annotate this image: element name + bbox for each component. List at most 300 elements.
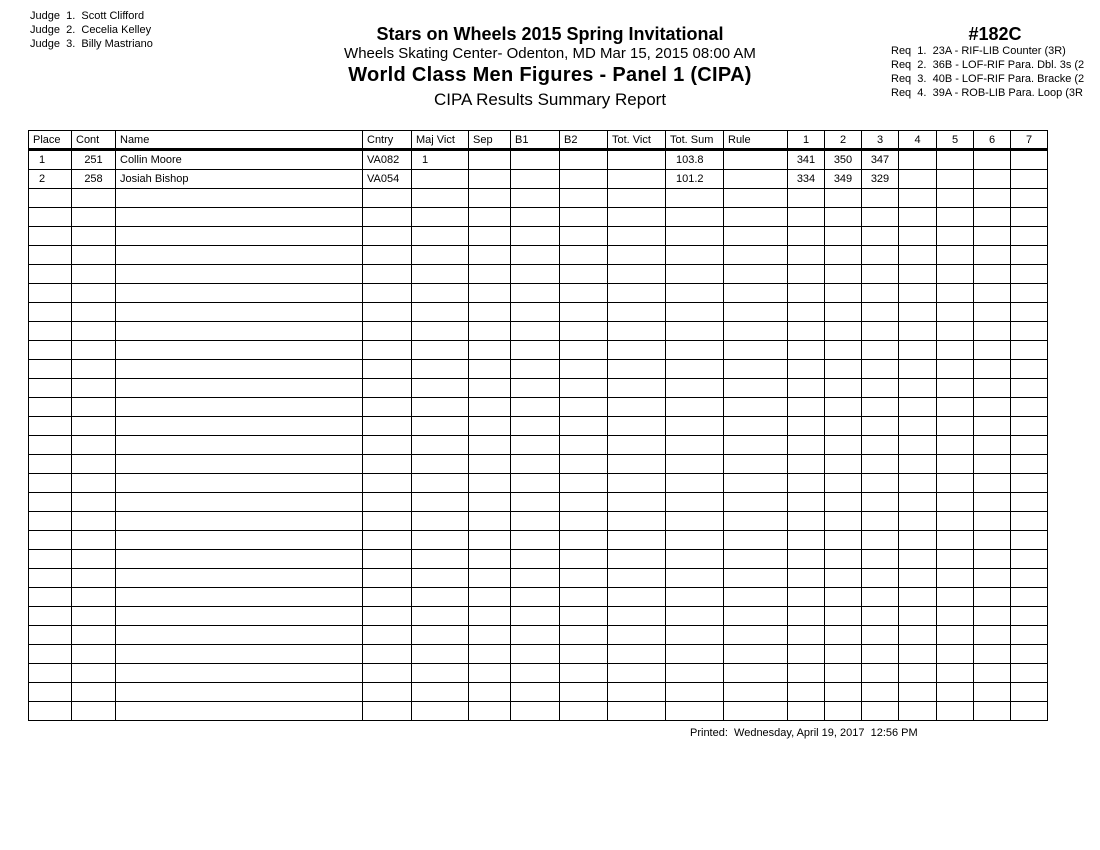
cell-empty xyxy=(1011,493,1048,512)
cell-empty xyxy=(974,436,1011,455)
cell-empty xyxy=(666,265,724,284)
cell-empty xyxy=(560,455,608,474)
cell-empty xyxy=(608,569,666,588)
cell-empty xyxy=(608,398,666,417)
cell-empty xyxy=(666,702,724,721)
cell-empty xyxy=(29,379,72,398)
cell-empty xyxy=(1011,322,1048,341)
cell-empty xyxy=(469,227,511,246)
cell-empty xyxy=(29,417,72,436)
table-row-empty xyxy=(29,702,1048,721)
cell-empty xyxy=(363,626,412,645)
cell-empty xyxy=(608,455,666,474)
report-title: CIPA Results Summary Report xyxy=(433,90,667,109)
col-judge-4: 4 xyxy=(899,131,937,150)
cell-empty xyxy=(72,474,116,493)
cell-empty xyxy=(363,550,412,569)
cell-empty xyxy=(560,360,608,379)
cell-empty xyxy=(825,284,862,303)
cell-empty xyxy=(899,208,937,227)
cell-empty xyxy=(608,417,666,436)
cell-empty xyxy=(469,455,511,474)
col-rule: Rule xyxy=(724,131,788,150)
cell-empty xyxy=(29,683,72,702)
col-tot-sum: Tot. Sum xyxy=(666,131,724,150)
cell-empty xyxy=(974,417,1011,436)
cell-empty xyxy=(788,607,825,626)
cell-empty xyxy=(825,265,862,284)
cell-empty xyxy=(412,360,469,379)
cell-empty xyxy=(511,341,560,360)
cell-empty xyxy=(666,531,724,550)
cell-empty xyxy=(666,569,724,588)
cell-empty xyxy=(363,189,412,208)
cell-empty xyxy=(511,607,560,626)
cell-empty xyxy=(511,569,560,588)
cell-empty xyxy=(363,645,412,664)
cell-empty xyxy=(974,189,1011,208)
cell-empty xyxy=(412,645,469,664)
cell-empty xyxy=(788,341,825,360)
cell-empty xyxy=(116,531,363,550)
cell-empty xyxy=(862,379,899,398)
cell-empty xyxy=(862,246,899,265)
cell-empty xyxy=(1011,588,1048,607)
cell-empty xyxy=(511,493,560,512)
cell-empty xyxy=(788,645,825,664)
col-sep: Sep xyxy=(469,131,511,150)
cell-empty xyxy=(469,550,511,569)
cell-empty xyxy=(862,265,899,284)
cell-empty xyxy=(974,493,1011,512)
cell-empty xyxy=(724,455,788,474)
cell-rule xyxy=(724,150,788,170)
cell-empty xyxy=(788,227,825,246)
cell-empty xyxy=(72,455,116,474)
cell-empty xyxy=(469,341,511,360)
cell-empty xyxy=(511,702,560,721)
cell-empty xyxy=(899,683,937,702)
cell-empty xyxy=(788,683,825,702)
cell-empty xyxy=(724,436,788,455)
cell-empty xyxy=(560,417,608,436)
cell-empty xyxy=(412,379,469,398)
cell-empty xyxy=(862,512,899,531)
cell-empty xyxy=(862,322,899,341)
cell-empty xyxy=(116,493,363,512)
cell-empty xyxy=(29,702,72,721)
cell-empty xyxy=(363,474,412,493)
cell-empty xyxy=(116,512,363,531)
cell-empty xyxy=(29,284,72,303)
cell-empty xyxy=(363,322,412,341)
cell-empty xyxy=(511,588,560,607)
cell-empty xyxy=(825,322,862,341)
cell-empty xyxy=(1011,474,1048,493)
cell-empty xyxy=(788,455,825,474)
cell-empty xyxy=(937,645,974,664)
cell-empty xyxy=(899,284,937,303)
cell-empty xyxy=(899,455,937,474)
col-judge-1: 1 xyxy=(788,131,825,150)
cell-empty xyxy=(412,550,469,569)
cell-empty xyxy=(469,322,511,341)
cell-empty xyxy=(937,398,974,417)
cell-empty xyxy=(788,189,825,208)
cell-empty xyxy=(608,588,666,607)
cell-empty xyxy=(862,189,899,208)
table-row-empty xyxy=(29,379,1048,398)
cell-judge-6 xyxy=(974,150,1011,170)
cell-empty xyxy=(862,474,899,493)
cell-empty xyxy=(72,341,116,360)
cell-empty xyxy=(608,683,666,702)
cell-judge-5 xyxy=(937,150,974,170)
cell-empty xyxy=(412,265,469,284)
cell-empty xyxy=(469,626,511,645)
cell-empty xyxy=(72,436,116,455)
cell-empty xyxy=(511,322,560,341)
cell-empty xyxy=(363,531,412,550)
cell-empty xyxy=(363,512,412,531)
cell-empty xyxy=(511,227,560,246)
cell-empty xyxy=(363,265,412,284)
cell-empty xyxy=(899,436,937,455)
cell-empty xyxy=(724,227,788,246)
cell-empty xyxy=(29,398,72,417)
cell-empty xyxy=(825,417,862,436)
col-judge-2: 2 xyxy=(825,131,862,150)
table-row-empty xyxy=(29,341,1048,360)
requirement-2: Req 2. 36B - LOF-RIF Para. Dbl. 3s (2 xyxy=(891,59,1085,71)
cell-empty xyxy=(899,588,937,607)
cell-empty xyxy=(511,455,560,474)
cell-empty xyxy=(363,417,412,436)
cell-empty xyxy=(724,550,788,569)
cell-empty xyxy=(560,246,608,265)
cell-empty xyxy=(363,341,412,360)
cell-judge-1: 334 xyxy=(788,170,825,189)
cell-empty xyxy=(608,246,666,265)
cell-empty xyxy=(29,626,72,645)
cell-empty xyxy=(937,702,974,721)
cell-empty xyxy=(29,588,72,607)
cell-empty xyxy=(825,341,862,360)
cell-empty xyxy=(29,531,72,550)
table-row-empty xyxy=(29,607,1048,626)
cell-empty xyxy=(724,208,788,227)
cell-empty xyxy=(937,189,974,208)
cell-empty xyxy=(29,246,72,265)
cell-empty xyxy=(937,474,974,493)
cell-empty xyxy=(608,664,666,683)
cell-empty xyxy=(899,569,937,588)
cell-empty xyxy=(724,493,788,512)
table-row-empty xyxy=(29,531,1048,550)
cell-empty xyxy=(560,303,608,322)
cell-empty xyxy=(608,474,666,493)
cell-empty xyxy=(862,683,899,702)
cell-empty xyxy=(724,645,788,664)
cell-empty xyxy=(511,664,560,683)
cell-empty xyxy=(560,702,608,721)
cell-empty xyxy=(788,246,825,265)
cell-empty xyxy=(788,702,825,721)
cell-empty xyxy=(608,702,666,721)
cell-empty xyxy=(666,379,724,398)
cell-empty xyxy=(666,227,724,246)
cell-judge-7 xyxy=(1011,170,1048,189)
cell-empty xyxy=(1011,246,1048,265)
cell-judge-1: 341 xyxy=(788,150,825,170)
cell-empty xyxy=(666,341,724,360)
cell-empty xyxy=(899,417,937,436)
cell-empty xyxy=(72,550,116,569)
cell-empty xyxy=(788,531,825,550)
cell-empty xyxy=(899,531,937,550)
cell-empty xyxy=(1011,417,1048,436)
cell-b1 xyxy=(511,150,560,170)
cell-empty xyxy=(937,493,974,512)
cell-empty xyxy=(825,398,862,417)
cell-empty xyxy=(363,227,412,246)
cell-empty xyxy=(862,417,899,436)
cell-empty xyxy=(788,588,825,607)
col-cont: Cont xyxy=(72,131,116,150)
cell-empty xyxy=(412,417,469,436)
cell-empty xyxy=(724,284,788,303)
cell-name: Collin Moore xyxy=(116,150,363,170)
cell-empty xyxy=(412,303,469,322)
cell-empty xyxy=(469,265,511,284)
cell-empty xyxy=(511,189,560,208)
cell-tot-sum: 101.2 xyxy=(666,170,724,189)
cell-empty xyxy=(937,607,974,626)
cell-empty xyxy=(72,645,116,664)
cell-empty xyxy=(116,303,363,322)
col-b2: B2 xyxy=(560,131,608,150)
cell-empty xyxy=(116,417,363,436)
cell-empty xyxy=(560,626,608,645)
table-row-empty xyxy=(29,398,1048,417)
cell-empty xyxy=(116,474,363,493)
cell-empty xyxy=(72,683,116,702)
cell-empty xyxy=(560,398,608,417)
cell-empty xyxy=(72,360,116,379)
cell-judge-4 xyxy=(899,150,937,170)
cell-empty xyxy=(974,322,1011,341)
cell-empty xyxy=(412,626,469,645)
event-id: #182C xyxy=(968,24,1022,44)
cell-empty xyxy=(116,569,363,588)
cell-empty xyxy=(363,607,412,626)
cell-empty xyxy=(608,512,666,531)
cell-empty xyxy=(1011,702,1048,721)
cell-empty xyxy=(116,702,363,721)
cell-empty xyxy=(724,303,788,322)
cell-empty xyxy=(974,645,1011,664)
cell-empty xyxy=(608,436,666,455)
cell-empty xyxy=(511,265,560,284)
cell-empty xyxy=(788,417,825,436)
col-place: Place xyxy=(29,131,72,150)
cell-empty xyxy=(899,189,937,208)
cell-empty xyxy=(862,702,899,721)
cell-empty xyxy=(72,227,116,246)
table-row-empty xyxy=(29,284,1048,303)
event-title: World Class Men Figures - Panel 1 (CIPA) xyxy=(348,64,752,86)
cell-empty xyxy=(825,474,862,493)
cell-empty xyxy=(412,284,469,303)
cell-empty xyxy=(899,398,937,417)
cell-empty xyxy=(469,246,511,265)
cell-empty xyxy=(363,493,412,512)
cell-empty xyxy=(974,512,1011,531)
cell-empty xyxy=(560,588,608,607)
cell-empty xyxy=(862,493,899,512)
cell-empty xyxy=(1011,645,1048,664)
cell-empty xyxy=(1011,189,1048,208)
cell-empty xyxy=(825,379,862,398)
cell-empty xyxy=(72,512,116,531)
cell-empty xyxy=(469,208,511,227)
judge-1: Judge 1. Scott Clifford xyxy=(30,10,145,22)
cell-empty xyxy=(724,246,788,265)
cell-empty xyxy=(116,379,363,398)
cell-empty xyxy=(825,626,862,645)
cell-empty xyxy=(825,664,862,683)
cell-empty xyxy=(974,341,1011,360)
cell-empty xyxy=(974,284,1011,303)
cell-empty xyxy=(363,702,412,721)
cell-empty xyxy=(29,341,72,360)
cell-empty xyxy=(788,550,825,569)
cell-cont: 251 xyxy=(72,150,116,170)
cell-empty xyxy=(412,702,469,721)
cell-empty xyxy=(974,227,1011,246)
cell-empty xyxy=(72,493,116,512)
table-row-empty xyxy=(29,189,1048,208)
cell-empty xyxy=(937,455,974,474)
cell-empty xyxy=(469,683,511,702)
cell-empty xyxy=(29,189,72,208)
cell-empty xyxy=(666,493,724,512)
cell-empty xyxy=(560,227,608,246)
cell-empty xyxy=(363,569,412,588)
cell-empty xyxy=(899,702,937,721)
cell-empty xyxy=(666,512,724,531)
cell-empty xyxy=(560,189,608,208)
cell-empty xyxy=(788,664,825,683)
cell-empty xyxy=(937,512,974,531)
cell-empty xyxy=(412,512,469,531)
cell-empty xyxy=(1011,569,1048,588)
cell-empty xyxy=(937,284,974,303)
cell-empty xyxy=(72,531,116,550)
cell-empty xyxy=(1011,341,1048,360)
cell-empty xyxy=(363,664,412,683)
cell-empty xyxy=(29,227,72,246)
cell-empty xyxy=(363,360,412,379)
cell-empty xyxy=(116,550,363,569)
cell-empty xyxy=(72,588,116,607)
cell-empty xyxy=(862,284,899,303)
cell-empty xyxy=(974,664,1011,683)
cell-empty xyxy=(899,512,937,531)
cell-empty xyxy=(862,436,899,455)
cell-empty xyxy=(825,360,862,379)
cell-empty xyxy=(666,588,724,607)
cell-empty xyxy=(511,360,560,379)
cell-empty xyxy=(560,379,608,398)
cell-empty xyxy=(937,208,974,227)
cell-empty xyxy=(608,208,666,227)
cell-empty xyxy=(116,208,363,227)
cell-b2 xyxy=(560,170,608,189)
cell-empty xyxy=(724,569,788,588)
cell-empty xyxy=(116,227,363,246)
cell-empty xyxy=(825,436,862,455)
cell-empty xyxy=(974,569,1011,588)
col-name: Name xyxy=(116,131,363,150)
cell-empty xyxy=(1011,360,1048,379)
cell-empty xyxy=(974,246,1011,265)
cell-empty xyxy=(72,189,116,208)
cell-empty xyxy=(724,702,788,721)
cell-empty xyxy=(363,683,412,702)
cell-empty xyxy=(469,607,511,626)
cell-empty xyxy=(788,474,825,493)
cell-empty xyxy=(899,322,937,341)
cell-empty xyxy=(1011,664,1048,683)
cell-empty xyxy=(788,512,825,531)
cell-empty xyxy=(724,379,788,398)
cell-empty xyxy=(29,645,72,664)
cell-empty xyxy=(666,683,724,702)
results-table xyxy=(28,130,1048,721)
cell-empty xyxy=(825,588,862,607)
cell-empty xyxy=(899,227,937,246)
cell-empty xyxy=(116,360,363,379)
cell-empty xyxy=(899,246,937,265)
cell-empty xyxy=(412,607,469,626)
cell-empty xyxy=(666,303,724,322)
cell-empty xyxy=(560,341,608,360)
requirements-list xyxy=(891,44,1100,100)
cell-empty xyxy=(608,322,666,341)
judges-list xyxy=(30,9,153,51)
cell-empty xyxy=(724,626,788,645)
cell-rule xyxy=(724,170,788,189)
cell-empty xyxy=(666,189,724,208)
cell-empty xyxy=(862,645,899,664)
judge-2: Judge 2. Cecelia Kelley xyxy=(30,24,152,36)
table-row-empty xyxy=(29,436,1048,455)
cell-empty xyxy=(788,303,825,322)
cell-empty xyxy=(511,531,560,550)
cell-empty xyxy=(862,360,899,379)
cell-empty xyxy=(72,417,116,436)
requirement-4: Req 4. 39A - ROB-LIB Para. Loop (3R xyxy=(891,87,1083,99)
cell-empty xyxy=(29,208,72,227)
cell-empty xyxy=(72,702,116,721)
cell-empty xyxy=(1011,398,1048,417)
cell-empty xyxy=(788,265,825,284)
cell-empty xyxy=(72,265,116,284)
cell-empty xyxy=(666,246,724,265)
cell-empty xyxy=(862,208,899,227)
cell-empty xyxy=(412,227,469,246)
